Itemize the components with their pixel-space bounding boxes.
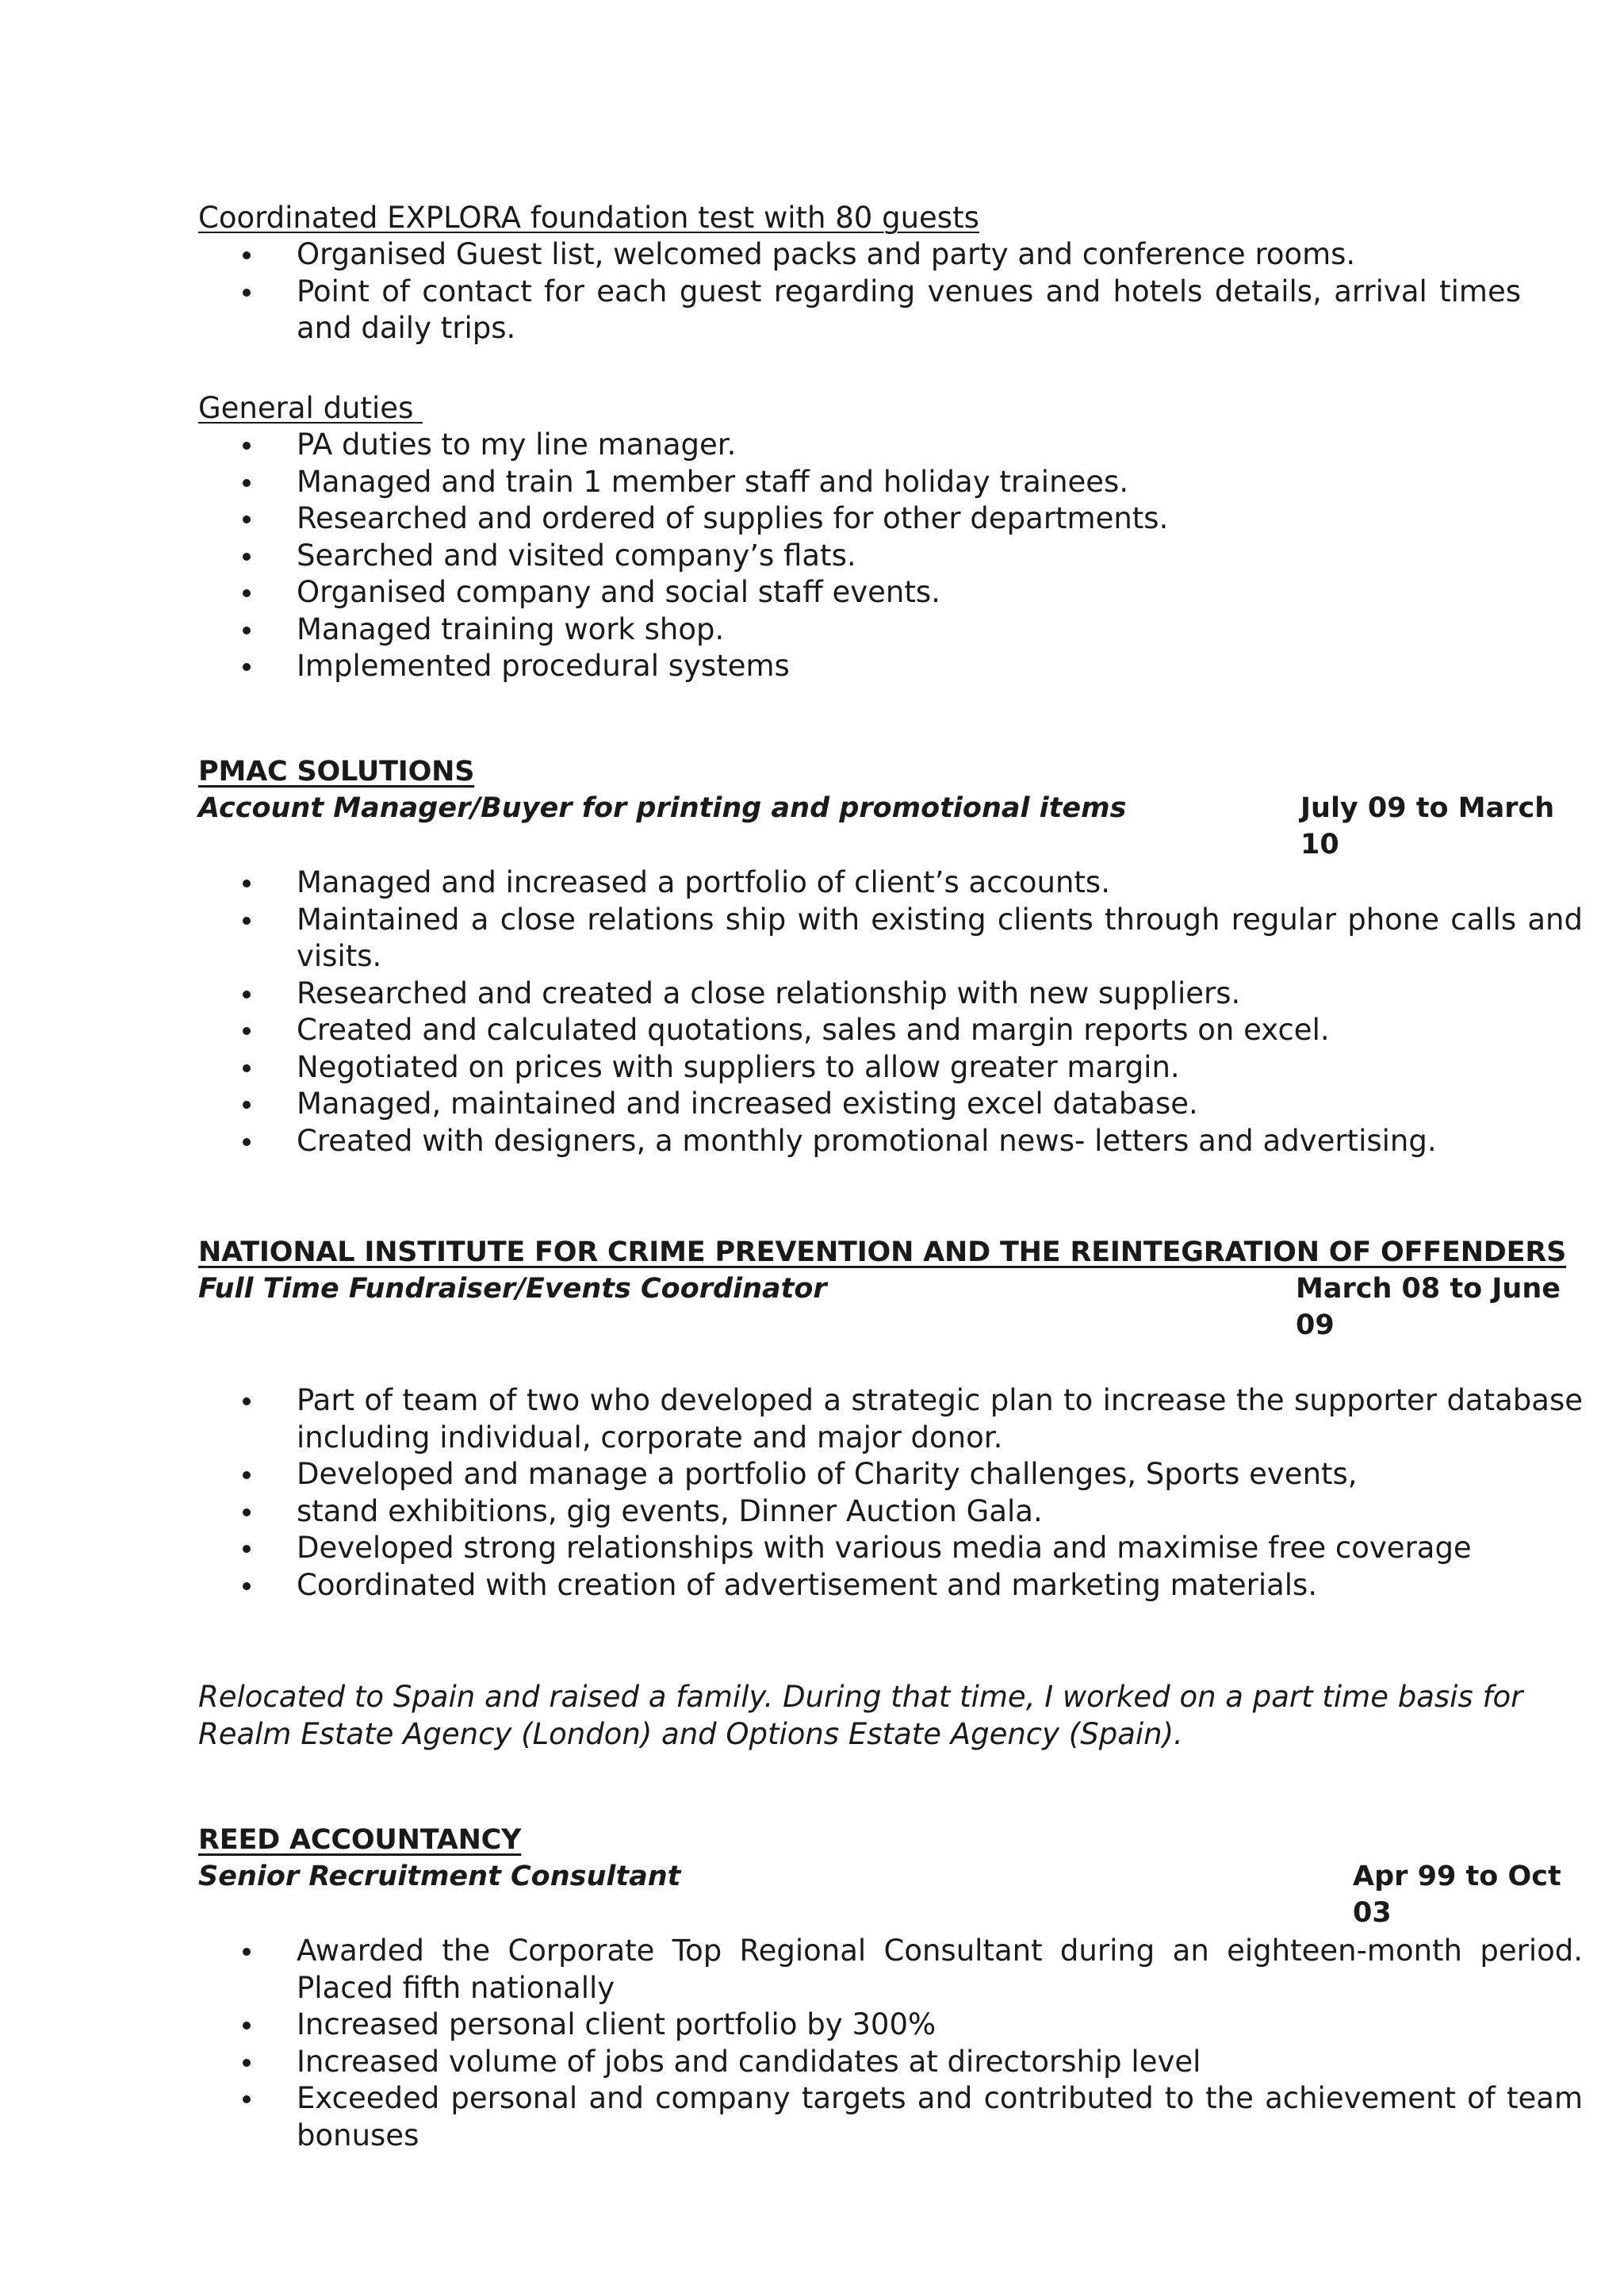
nicpro-company-name: NATIONAL INSTITUTE FOR CRIME PREVENTION AND THE REINTEGRATION OF OFFENDERS: [198, 1236, 1567, 1268]
reed-section: [198, 1822, 1586, 1929]
reed-role-title: Senior Recruitment Consultant: [198, 1861, 681, 1892]
list-item: Managed and train 1 member staff and holiday trainees.: [198, 464, 1521, 501]
pmac-company-name: PMAC SOLUTIONS: [198, 756, 475, 788]
list-item: Implemented procedural systems: [198, 648, 1521, 685]
list-item: Researched and ordered of supplies for other departments.: [198, 500, 1521, 538]
general-duties-list: [198, 427, 1521, 685]
list-item: Created and calculated quotations, sales and margin reports on excel.: [198, 1012, 1583, 1049]
list-item: Managed training work shop.: [198, 611, 1521, 649]
reed-duties: [198, 1933, 1583, 2154]
reed-list: [198, 1933, 1583, 2154]
nicpro-dates: March 08 to June 09: [1296, 1273, 1561, 1341]
list-item: Increased personal client portfolio by 300%: [198, 2007, 1583, 2044]
general-duties-heading: General duties: [198, 391, 423, 425]
list-item: Developed strong relationships with various media and maximise free coverage: [198, 1530, 1583, 1567]
reed-dates: Apr 99 to Oct 03: [1353, 1861, 1561, 1929]
list-item: Negotiated on prices with suppliers to allow greater margin.: [198, 1049, 1583, 1087]
nicpro-role-title: Full Time Fundraiser/Events Coordinator: [198, 1273, 827, 1305]
list-item: PA duties to my line manager.: [198, 427, 1521, 464]
list-item: Awarded the Corporate Top Regional Consultant during an eighteen-month period. Placed fifth nationally: [198, 1933, 1583, 2007]
relocation-note-text: Relocated to Spain and raised a family. During that time, I worked on a part time basis for Realm Estate Agency (London) and Options Estate Agency (Spain).: [198, 1680, 1523, 1751]
general-duties-section: [198, 390, 1521, 685]
explora-section: [198, 200, 1521, 347]
list-item: Maintained a close relations ship with existing clients through regular phone calls and visits.: [198, 902, 1583, 976]
list-item: Coordinated with creation of advertisement and marketing materials.: [198, 1567, 1583, 1604]
pmac-role-line: [198, 790, 1586, 861]
relocation-note: [198, 1679, 1546, 1753]
pmac-role-title: Account Manager/Buyer for printing and promotional items: [198, 792, 1127, 824]
list-item: Point of contact for each guest regarding venues and hotels details, arrival times and daily trips.: [198, 274, 1521, 347]
list-item: Searched and visited company’s flats.: [198, 538, 1521, 575]
list-item: stand exhibitions, gig events, Dinner Auction Gala.: [198, 1493, 1583, 1531]
nicpro-role-line: [198, 1271, 1586, 1341]
pmac-duties: [198, 864, 1583, 1159]
explora-list: [198, 236, 1521, 347]
pmac-dates: July 09 to March 10: [1300, 792, 1555, 861]
reed-role-line: [198, 1858, 1586, 1929]
list-item: Exceeded personal and company targets and contributed to the achievement of team bonuses: [198, 2080, 1583, 2154]
nicpro-duties: [198, 1382, 1583, 1604]
pmac-section: [198, 753, 1586, 861]
list-item: Organised Guest list, welcomed packs and party and conference rooms.: [198, 236, 1521, 274]
list-item: Managed, maintained and increased existing excel database.: [198, 1086, 1583, 1123]
list-item: Researched and created a close relationship with new suppliers.: [198, 976, 1583, 1013]
list-item: Organised company and social staff events.: [198, 574, 1521, 611]
list-item: Developed and manage a portfolio of Charity challenges, Sports events,: [198, 1456, 1583, 1493]
reed-company-name: REED ACCOUNTANCY: [198, 1824, 522, 1856]
nicpro-section: [198, 1234, 1586, 1341]
explora-heading: Coordinated EXPLORA foundation test with 80 guests: [198, 201, 979, 235]
list-item: Managed and increased a portfolio of client’s accounts.: [198, 864, 1583, 902]
list-item: Created with designers, a monthly promotional news- letters and advertising.: [198, 1123, 1583, 1160]
pmac-list: [198, 864, 1583, 1159]
list-item: Increased volume of jobs and candidates at directorship level: [198, 2044, 1583, 2081]
list-item: Part of team of two who developed a strategic plan to increase the supporter database including individual, corporate and major donor.: [198, 1382, 1583, 1456]
nicpro-list: [198, 1382, 1583, 1604]
